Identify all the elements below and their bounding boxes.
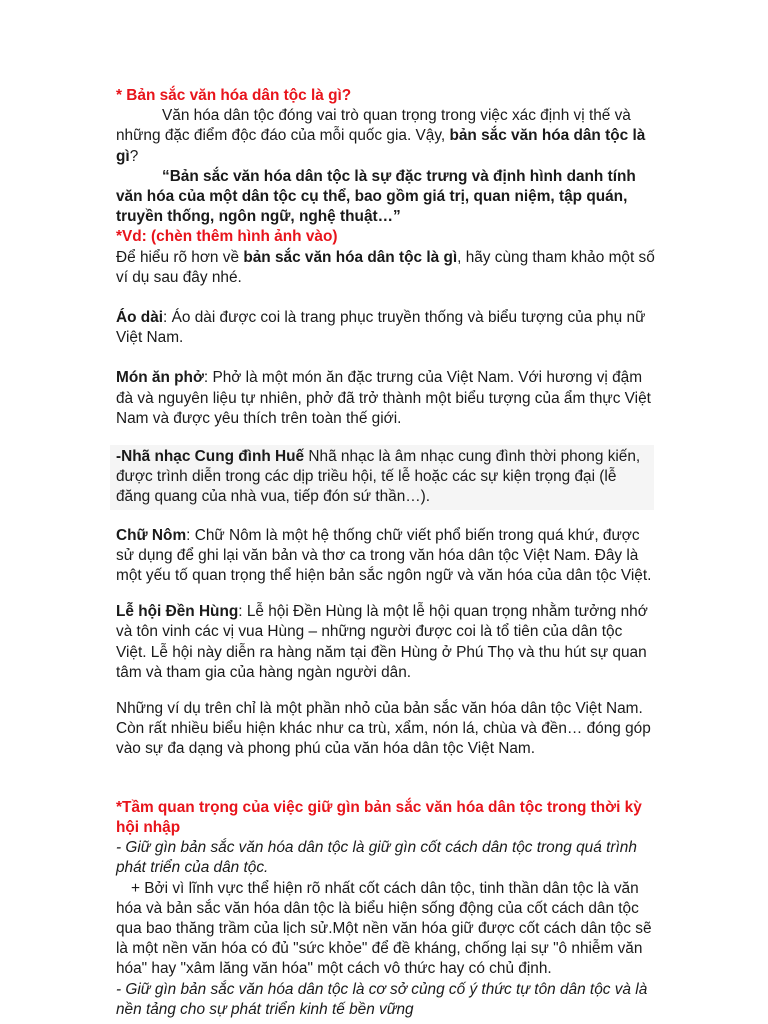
- intro-end: ?: [129, 147, 139, 165]
- intro-bold: bản sắc văn hóa dân tộc là gì: [116, 127, 646, 165]
- summary-paragraph: Những ví dụ trên chỉ là một phần nhỏ của bản sắc văn hóa dân tộc Việt Nam. Còn rất nhiều biểu hiện khác như ca trù, xẩm, nón lá, chùa và đền… đóng góp vào sự đa dạng và phong phú của văn hóa dân tộc Việt Nam.: [116, 700, 651, 758]
- item-term: Chữ Nôm: [116, 526, 187, 544]
- item-text: Chữ Nôm là một hệ thống chữ viết phổ biến trong quá khứ, được sử dụng để ghi lại văn bản và thơ ca trong văn hóa dân tộc Việt Nam. Đây là một yếu tố quan trọng thể hiện bản sắc ngôn ngữ và văn hóa của dân tộc Việt.: [116, 526, 652, 585]
- example-intro-pre: Để hiểu rõ hơn về: [116, 248, 244, 266]
- item-text: Phở là một món ăn đặc trưng của Việt Nam. Với hương vị đậm đà và nguyên liệu tự nhiên, phở đã trở thành một biểu tượng của ẩm thực Việt Nam và được yêu thích trên toàn thế giới.: [116, 369, 651, 427]
- example-intro: [116, 248, 656, 288]
- example-item-pho: [116, 368, 656, 429]
- item-text: Lễ hội Đền Hùng là một lễ hội quan trọng nhằm tưởng nhớ và tôn vinh các vị vua Hùng – những người được coi là tổ tiên của dân tộc Việt. Lễ hội này diễn ra hàng năm tại đền Hùng ở Phú Thọ và thu hút sự quan tâm và tham gia của hàng ngàn người dân.: [116, 603, 648, 681]
- item-term: -Nhã nhạc Cung đình Huế: [116, 448, 305, 466]
- intro-paragraph: [116, 106, 656, 167]
- example-item-chu-nom: [116, 526, 656, 587]
- item-term: Áo dài: [116, 309, 164, 327]
- sub-point-1: + Bởi vì lĩnh vực thể hiện rõ nhất cốt cách dân tộc, tinh thần dân tộc là văn hóa và bản sắc văn hóa dân tộc là biểu hiện sống động của cốt cách dân tộc qua bao thăng trầm của lịch sử.Một nền văn hóa giữ được cốt cách dân tộc sẽ là một nền văn hóa có đủ "sức khỏe" để đề kháng, chống lại sự "ô nhiễm văn hóa" hay "xâm lăng văn hóa" một cách vô thức hay có chủ định.: [116, 879, 652, 978]
- section-heading-2: *Tầm quan trọng của việc giữ gìn bản sắc văn hóa dân tộc trong thời kỳ hội nhập: [116, 798, 642, 836]
- point-2: - Giữ gìn bản sắc văn hóa dân tộc là cơ sở củng cố ý thức tự tôn dân tộc và là nền tảng cho sự phát triển kinh tế bền vững: [116, 980, 648, 1018]
- item-text: Nhã nhạc là âm nhạc cung đình thời phong kiến, được trình diễn trong các dịp triều hội, tế lễ hoặc các sự kiện trọng đại (lễ đăng quang của nhà vua, tiếp đón sứ thần…).: [116, 448, 641, 506]
- document-page: [116, 86, 656, 1020]
- section-heading-1: * Bản sắc văn hóa dân tộc là gì?: [116, 87, 352, 104]
- item-term: Món ăn phở: [116, 369, 204, 387]
- item-text: Áo dài được coi là trang phục truyền thống và biểu tượng của phụ nữ Việt Nam.: [116, 309, 646, 347]
- example-item-ao-dai: [116, 308, 656, 348]
- example-intro-post: , hãy cùng tham khảo một số ví dụ sau đây nhé.: [116, 248, 655, 286]
- example-item-den-hung: [116, 602, 656, 683]
- definition-quote: “Bản sắc văn hóa dân tộc là sự đặc trưng và định hình danh tính văn hóa của một dân tộc cụ thể, bao gồm giá trị, quan niệm, tập quán, truyền thống, ngôn ngữ, nghệ thuật…”: [116, 167, 636, 226]
- item-sep: :: [203, 369, 213, 387]
- intro-text: Văn hóa dân tộc đóng vai trò quan trọng trong việc xác định vị thế và những đặc điểm độc đáo của mỗi quốc gia. Vậy,: [116, 107, 631, 145]
- example-intro-bold: bản sắc văn hóa dân tộc là gì: [243, 248, 458, 266]
- point-1: - Giữ gìn bản sắc văn hóa dân tộc là giữ gìn cốt cách dân tộc trong quá trình phát triển của dân tộc.: [116, 839, 637, 877]
- example-note: *Vd: (chèn thêm hình ảnh vào): [116, 228, 338, 246]
- example-item-nha-nhac: [110, 445, 654, 510]
- item-sep: :: [163, 309, 172, 327]
- item-term: Lễ hội Đền Hùng: [116, 603, 239, 621]
- item-sep: :: [186, 526, 195, 544]
- item-sep: :: [238, 603, 247, 621]
